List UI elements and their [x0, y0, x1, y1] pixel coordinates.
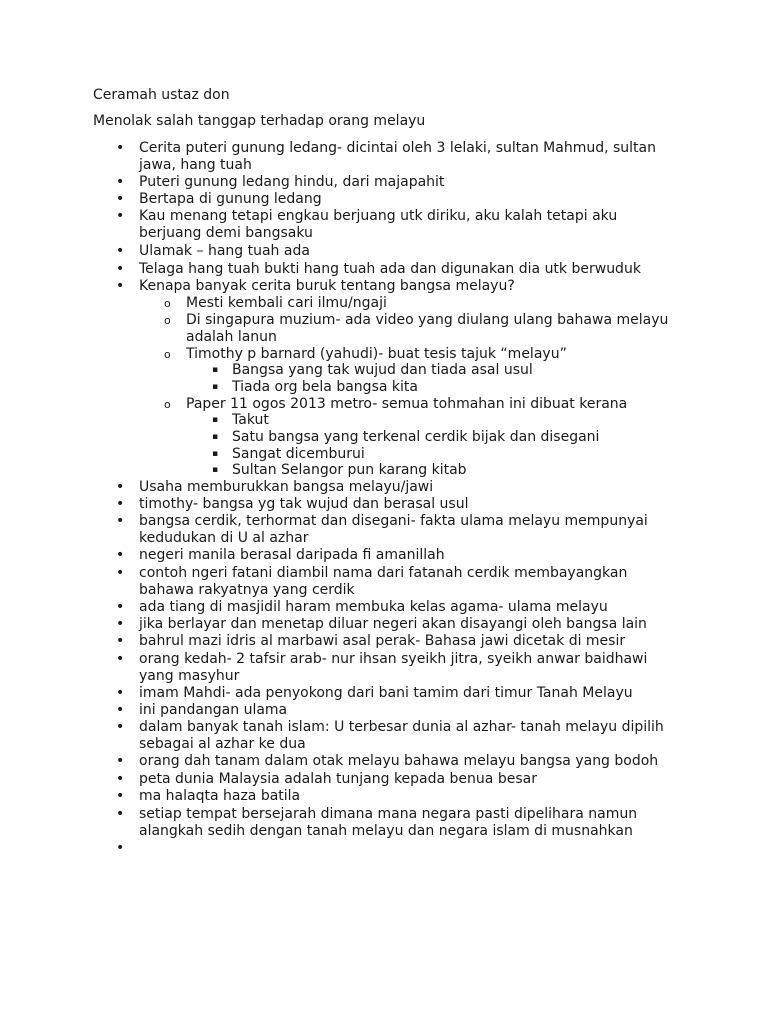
bullet-level1: • [116, 174, 125, 190]
list-item: Puteri gunung ledang hindu, dari majapahit [139, 174, 445, 190]
bullet-level1: • [116, 243, 125, 259]
list-subsubitem: Sangat dicemburui [232, 446, 365, 462]
bullet-level2: o [164, 297, 171, 310]
bullet-level1: • [116, 788, 125, 804]
list-item: imam Mahdi- ada penyokong dari bani tamim dari timur Tanah Melayu [139, 685, 633, 701]
list-item: orang kedah- 2 tafsir arab- nur ihsan syeikh jitra, syeikh anwar baidhawi [139, 651, 648, 667]
list-item-continuation: yang masyhur [139, 668, 240, 684]
bullet-level3: ▪ [212, 432, 219, 442]
list-item: Ulamak – hang tuah ada [139, 243, 310, 259]
list-subsubitem: Satu bangsa yang terkenal cerdik bijak dan disegani [232, 429, 600, 445]
bullet-level3: ▪ [212, 382, 219, 392]
list-subsubitem: Bangsa yang tak wujud dan tiada asal usul [232, 362, 533, 378]
list-subitem: Di singapura muzium- ada video yang diulang ulang bahawa melayu [186, 312, 669, 328]
bullet-level1: • [116, 278, 125, 294]
bullet-level1: • [116, 140, 125, 156]
list-item: Usaha memburukkan bangsa melayu/jawi [139, 479, 434, 495]
list-item: ini pandangan ulama [139, 702, 288, 718]
bullet-level1: • [116, 191, 125, 207]
list-item-continuation: bahawa rakyatnya yang cerdik [139, 582, 355, 598]
bullet-level2: o [164, 314, 171, 327]
list-item: jika berlayar dan menetap diluar negeri akan disayangi oleh bangsa lain [139, 616, 647, 632]
bullet-level1: • [116, 261, 125, 277]
bullet-level1: • [116, 685, 125, 701]
list-item: Bertapa di gunung ledang [139, 191, 322, 207]
bullet-level3: ▪ [212, 365, 219, 375]
list-item: ma halaqta haza batila [139, 788, 301, 804]
bullet-level1: • [116, 208, 125, 224]
bullet-level3: ▪ [212, 415, 219, 425]
bullet-level2: o [164, 398, 171, 411]
bullet-level2: o [164, 348, 171, 361]
list-subitem: Paper 11 ogos 2013 metro- semua tohmahan ini dibuat kerana [186, 396, 628, 412]
bullet-level1: • [116, 616, 125, 632]
bullet-level3: ▪ [212, 465, 219, 475]
list-item: Kau menang tetapi engkau berjuang utk diriku, aku kalah tetapi aku [139, 208, 618, 224]
bullet-level1: • [116, 513, 125, 529]
list-subitem-continuation: adalah lanun [186, 329, 277, 345]
bullet-level3: ▪ [212, 449, 219, 459]
bullet-level1: • [116, 633, 125, 649]
bullet-level1: • [116, 496, 125, 512]
list-item: contoh ngeri fatani diambil nama dari fatanah cerdik membayangkan [139, 565, 628, 581]
list-item: bahrul mazi idris al marbawi asal perak- Bahasa jawi dicetak di mesir [139, 633, 626, 649]
list-item: Cerita puteri gunung ledang- dicintai oleh 3 lelaki, sultan Mahmud, sultan [139, 140, 656, 156]
bullet-level1-empty: • [116, 840, 125, 856]
bullet-level1: • [116, 479, 125, 495]
list-item: Telaga hang tuah bukti hang tuah ada dan digunakan dia utk berwuduk [139, 261, 641, 277]
list-item-continuation: jawa, hang tuah [139, 157, 252, 173]
list-item: ada tiang di masjidil haram membuka kelas agama- ulama melayu [139, 599, 608, 615]
list-item: negeri manila berasal daripada fi amanillah [139, 547, 445, 563]
list-item: timothy- bangsa yg tak wujud dan berasal usul [139, 496, 469, 512]
bullet-level1: • [116, 702, 125, 718]
list-item: setiap tempat bersejarah dimana mana negara pasti dipelihara namun [139, 806, 638, 822]
list-item: Kenapa banyak cerita buruk tentang bangsa melayu? [139, 278, 515, 294]
list-item-continuation: berjuang demi bangsaku [139, 225, 313, 241]
list-item: orang dah tanam dalam otak melayu bahawa melayu bangsa yang bodoh [139, 753, 659, 769]
list-item-continuation: alangkah sedih dengan tanah melayu dan negara islam di musnahkan [139, 823, 633, 839]
doc-subtitle: Menolak salah tanggap terhadap orang melayu [93, 113, 426, 129]
bullet-level1: • [116, 806, 125, 822]
doc-title: Ceramah ustaz don [93, 87, 230, 103]
list-item-continuation: kedudukan di U al azhar [139, 530, 309, 546]
bullet-level1: • [116, 753, 125, 769]
list-item-continuation: sebagai al azhar ke dua [139, 736, 306, 752]
bullet-level1: • [116, 565, 125, 581]
bullet-level1: • [116, 771, 125, 787]
list-item: dalam banyak tanah islam: U terbesar dunia al azhar- tanah melayu dipilih [139, 719, 664, 735]
bullet-level1: • [116, 719, 125, 735]
list-subitem: Timothy p barnard (yahudi)- buat tesis tajuk “melayu” [186, 346, 567, 362]
bullet-level1: • [116, 547, 125, 563]
list-subsubitem: Tiada org bela bangsa kita [232, 379, 418, 395]
bullet-level1: • [116, 599, 125, 615]
list-item: peta dunia Malaysia adalah tunjang kepada benua besar [139, 771, 537, 787]
list-subitem: Mesti kembali cari ilmu/ngaji [186, 295, 387, 311]
list-subsubitem: Sultan Selangor pun karang kitab [232, 462, 467, 478]
list-subsubitem: Takut [232, 412, 269, 428]
bullet-level1: • [116, 651, 125, 667]
list-item: bangsa cerdik, terhormat dan disegani- fakta ulama melayu mempunyai [139, 513, 648, 529]
